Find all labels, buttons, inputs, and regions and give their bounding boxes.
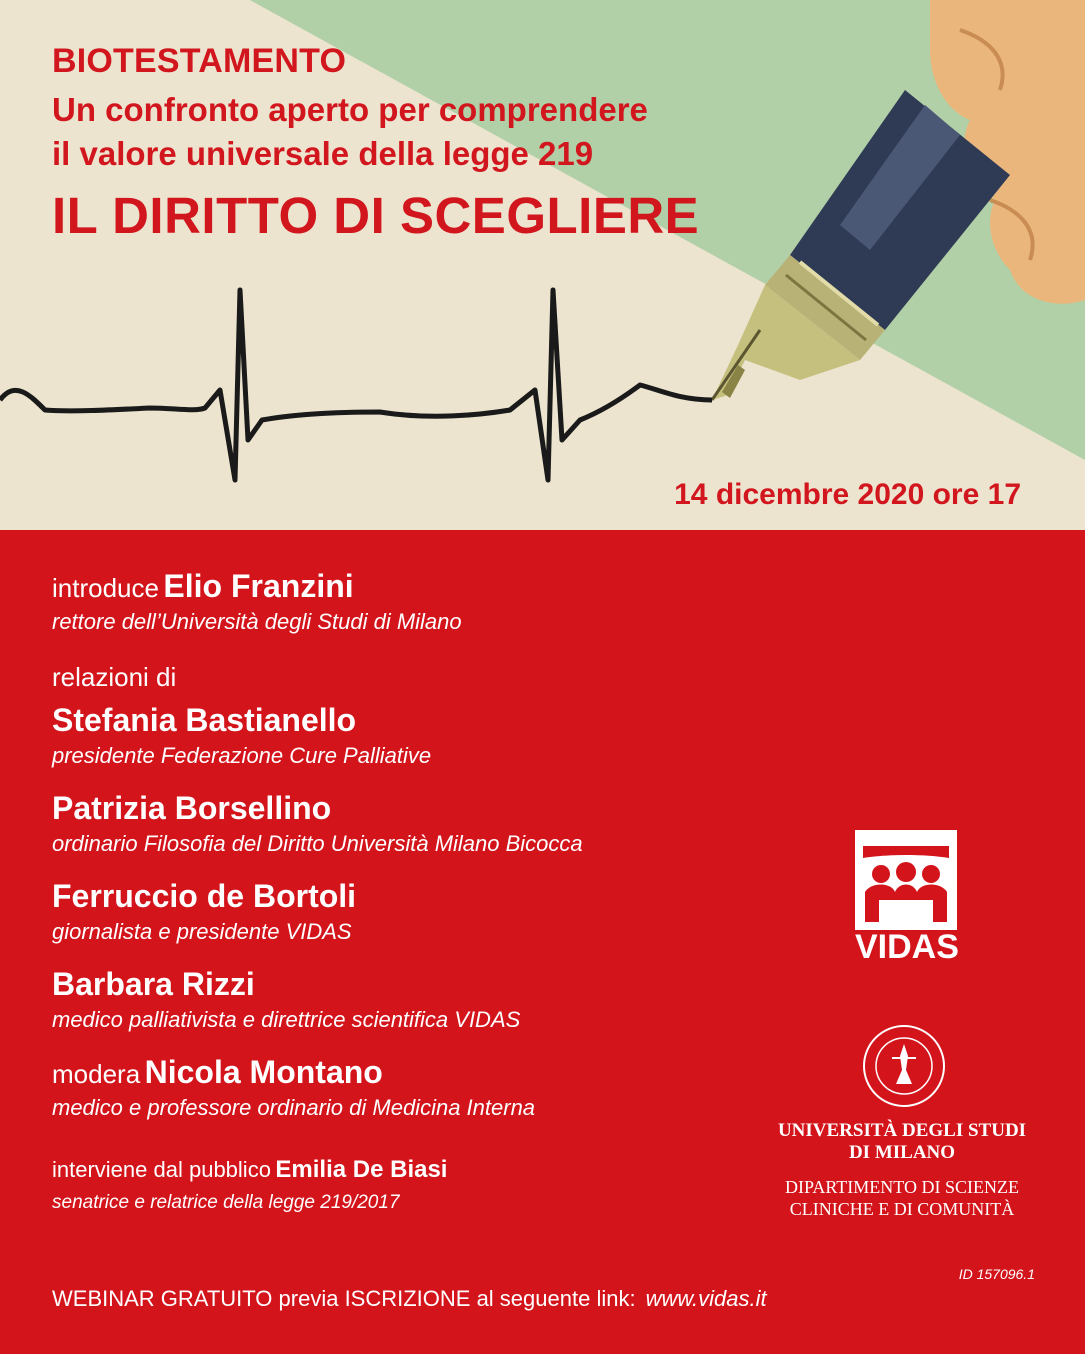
- speaker-name: Barbara Rizzi: [52, 966, 255, 1002]
- intro-role: rettore dell’Università degli Studi di Milano: [52, 609, 462, 634]
- guest-role: senatrice e relatrice della legge 219/2017: [52, 1192, 400, 1213]
- department-name: [752, 1176, 1052, 1220]
- guest-lead: interviene dal pubblico: [52, 1157, 271, 1182]
- department-name-line-2: CLINICHE E DI COMUNITÀ: [789, 1199, 1015, 1219]
- relazioni-label: relazioni di: [52, 662, 177, 692]
- registration-link[interactable]: www.vidas.it: [645, 1286, 767, 1311]
- guest-speaker: [52, 1156, 447, 1214]
- speaker-role: ordinario Filosofia del Diritto Università Milano Bicocca: [52, 831, 583, 856]
- intro-speaker: [52, 568, 462, 635]
- moderator-lead: modera: [52, 1059, 141, 1089]
- moderator: [52, 1054, 535, 1121]
- id-code: ID 157096.1: [958, 1266, 1035, 1282]
- vidas-logo-text: VIDAS: [855, 928, 959, 966]
- vidas-logo-icon: [855, 830, 957, 930]
- speaker-role: medico palliativista e direttrice scientifica VIDAS: [52, 1007, 521, 1032]
- university-name-line-1: UNIVERSITÀ DEGLI STUDI: [777, 1120, 1027, 1141]
- moderator-name: Nicola Montano: [144, 1054, 383, 1090]
- subtitle-line-1: Un confronto aperto per comprendere: [52, 91, 648, 128]
- speaker-name: Patrizia Borsellino: [52, 790, 332, 826]
- event-headline: IL DIRITTO DI SCEGLIERE: [52, 187, 700, 244]
- speaker-item: [52, 878, 356, 945]
- intro-name: Elio Franzini: [163, 568, 354, 604]
- webinar-text: WEBINAR GRATUITO previa ISCRIZIONE al seguente link:: [52, 1286, 636, 1311]
- moderator-role: medico e professore ordinario di Medicina Interna: [52, 1095, 536, 1120]
- speaker-name: Ferruccio de Bortoli: [52, 878, 357, 914]
- speaker-name: Stefania Bastianello: [52, 702, 357, 738]
- university-name: [752, 1120, 1052, 1164]
- intro-lead: introduce: [52, 573, 159, 603]
- speaker-item: [52, 790, 583, 857]
- event-subtitle: [52, 88, 648, 176]
- program-panel: [0, 530, 1085, 1354]
- illustration-area: [0, 0, 1085, 530]
- university-name-line-2: DI MILANO: [848, 1142, 956, 1163]
- footer-registration: [52, 1286, 767, 1312]
- speaker-item: [52, 966, 520, 1033]
- speaker-item: [52, 702, 431, 769]
- speaker-role: giornalista e presidente VIDAS: [52, 919, 352, 944]
- subtitle-line-2: il valore universale della legge 219: [52, 135, 594, 172]
- speaker-role: presidente Federazione Cure Palliative: [52, 743, 432, 768]
- event-title: BIOTESTAMENTO: [52, 42, 347, 80]
- guest-name: Emilia De Biasi: [275, 1156, 448, 1183]
- event-date: 14 dicembre 2020 ore 17: [674, 478, 1021, 511]
- heartbeat-line-icon: [0, 290, 712, 480]
- department-name-line-1: DIPARTIMENTO DI SCIENZE: [785, 1177, 1019, 1197]
- university-seal-icon: [862, 1024, 946, 1108]
